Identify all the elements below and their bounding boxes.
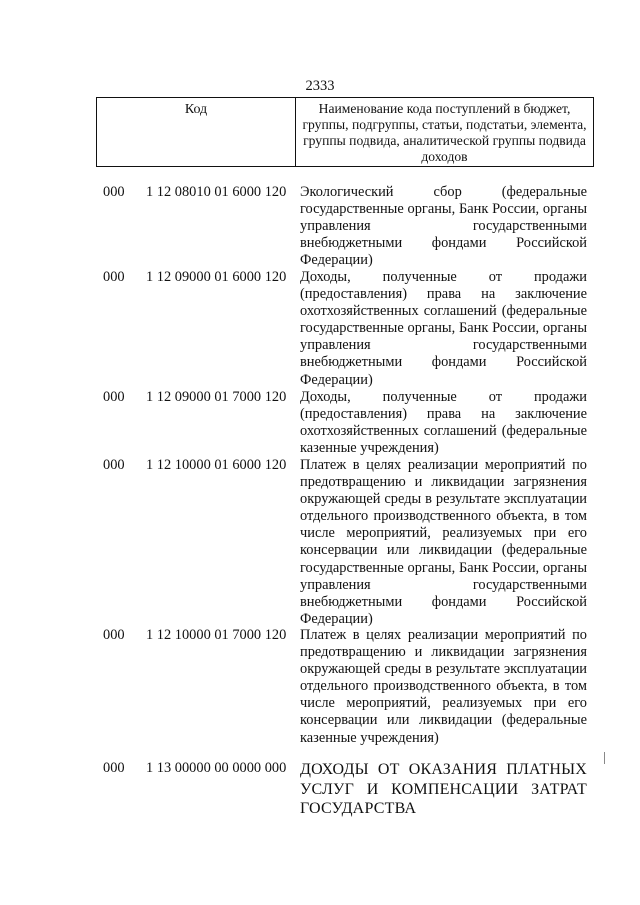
- header-name-column: Наименование кода поступлений в бюджет, группы, подгруппы, статьи, подстатьи, элемента, группы подвида, аналитической группы подвида доходов: [302, 101, 587, 164]
- income-code: 1 12 08010 01 6000 120: [146, 184, 287, 200]
- income-code: 1 12 10000 01 6000 120: [146, 457, 287, 473]
- admin-code: 000: [103, 269, 125, 285]
- income-code: 1 12 09000 01 7000 120: [146, 389, 287, 405]
- header-code-column: Код: [97, 98, 296, 166]
- table-header: [96, 97, 594, 167]
- income-code: 1 13 00000 00 0000 000: [146, 760, 287, 776]
- income-code-name: Платеж в целях реализации мероприятий по предотвращению и ликвидации загрязнения окружающей среды в результате эксплуатации отдельного производственного объекта, в том числе мероприятий, реализуемых при его консервации или ликвидации (федеральные казенные учреждения): [300, 627, 587, 746]
- income-code-name: Платеж в целях реализации мероприятий по предотвращению и ликвидации загрязнения окружающей среды в результате эксплуатации отдельного производственного объекта, в том числе мероприятий, реализуемых при его консервации или ликвидации (федеральные государственные органы, Банк России, органы управления государственными внебюджетными фондами Российской Федерации): [300, 457, 587, 627]
- income-code: 1 12 10000 01 7000 120: [146, 627, 287, 643]
- admin-code: 000: [103, 627, 125, 643]
- page-number: 2333: [305, 78, 335, 94]
- scan-artifact: [604, 752, 605, 764]
- admin-code: 000: [103, 389, 125, 405]
- admin-code: 000: [103, 760, 125, 776]
- admin-code: 000: [103, 184, 125, 200]
- income-code-name: Доходы, полученные от продажи (предоставления) права на заключение охотхозяйственных соглашений (федеральные казенные учреждения): [300, 389, 587, 457]
- admin-code: 000: [103, 457, 125, 473]
- income-code-name: Экологический сбор (федеральные государственные органы, Банк России, органы управления государственными внебюджетными фондами Российской Федерации): [300, 184, 587, 269]
- income-code-name: ДОХОДЫ ОТ ОКАЗАНИЯ ПЛАТНЫХ УСЛУГ И КОМПЕНСАЦИИ ЗАТРАТ ГОСУДАРСТВА: [300, 761, 587, 817]
- income-code-name: Доходы, полученные от продажи (предоставления) права на заключение охотхозяйственных соглашений (федеральные государственные органы, Банк России, органы управления государственными внебюджетными фондами Российской Федерации): [300, 269, 587, 388]
- income-code: 1 12 09000 01 6000 120: [146, 269, 287, 285]
